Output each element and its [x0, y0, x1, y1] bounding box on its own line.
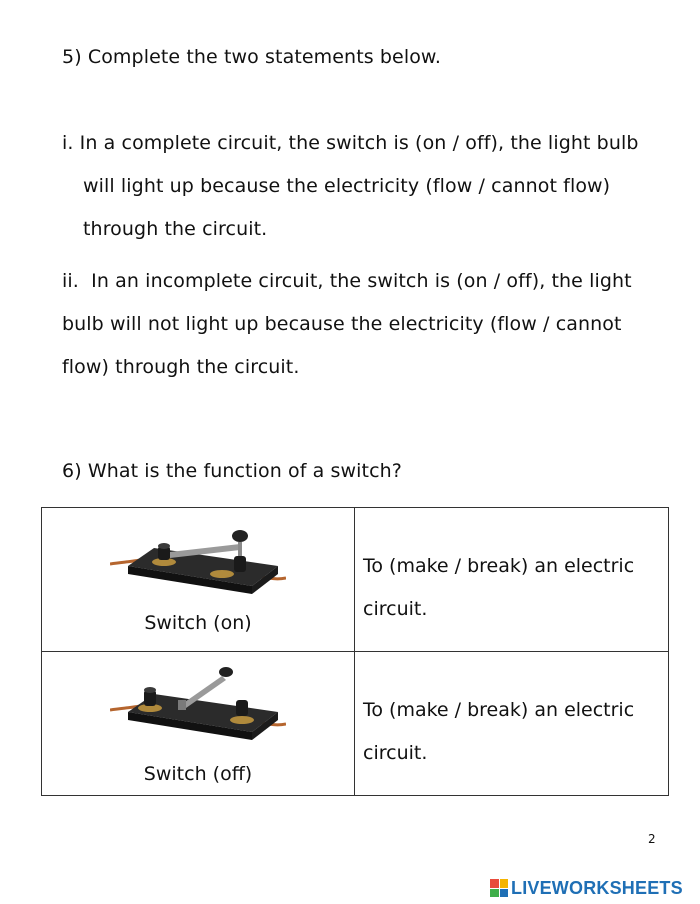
brand-name: LIVEWORKSHEETS	[511, 877, 683, 898]
switch-on-cell	[42, 508, 355, 652]
answer-line-2: circuit.	[363, 742, 428, 764]
answer-line-1: To (make / break) an electric	[363, 555, 635, 577]
answer-line-1: To (make / break) an electric	[363, 699, 635, 721]
page-number: 2	[648, 832, 656, 846]
liveworksheets-logo	[490, 877, 683, 899]
statement-i-line-2: will light up because the electricity (flow / cannot flow)	[83, 175, 611, 197]
switch-off-image	[110, 660, 286, 744]
switch-off-caption: Switch (off)	[143, 763, 253, 785]
statement-i-line-1: i. In a complete circuit, the switch is (on / off), the light bulb	[62, 132, 639, 154]
answer-cell-off	[355, 652, 669, 796]
statement-ii-line-3: flow) through the circuit.	[62, 356, 300, 378]
table-row	[42, 652, 669, 796]
q6-heading: 6) What is the function of a switch?	[62, 460, 402, 482]
switch-function-table	[41, 507, 669, 796]
statement-ii-line-1: ii. In an incomplete circuit, the switch is (on / off), the light	[62, 270, 632, 292]
answer-cell-on	[355, 508, 669, 652]
switch-on-caption: Switch (on)	[144, 612, 252, 634]
q5-heading: 5) Complete the two statements below.	[62, 46, 441, 68]
switch-on-image	[110, 518, 286, 602]
statement-i-line-3: through the circuit.	[83, 218, 268, 240]
statement-ii-line-2: bulb will not light up because the electricity (flow / cannot	[62, 313, 622, 335]
liveworksheets-grid-icon	[490, 879, 508, 897]
answer-line-2: circuit.	[363, 598, 428, 620]
table-row	[42, 508, 669, 652]
switch-off-cell	[42, 652, 355, 796]
